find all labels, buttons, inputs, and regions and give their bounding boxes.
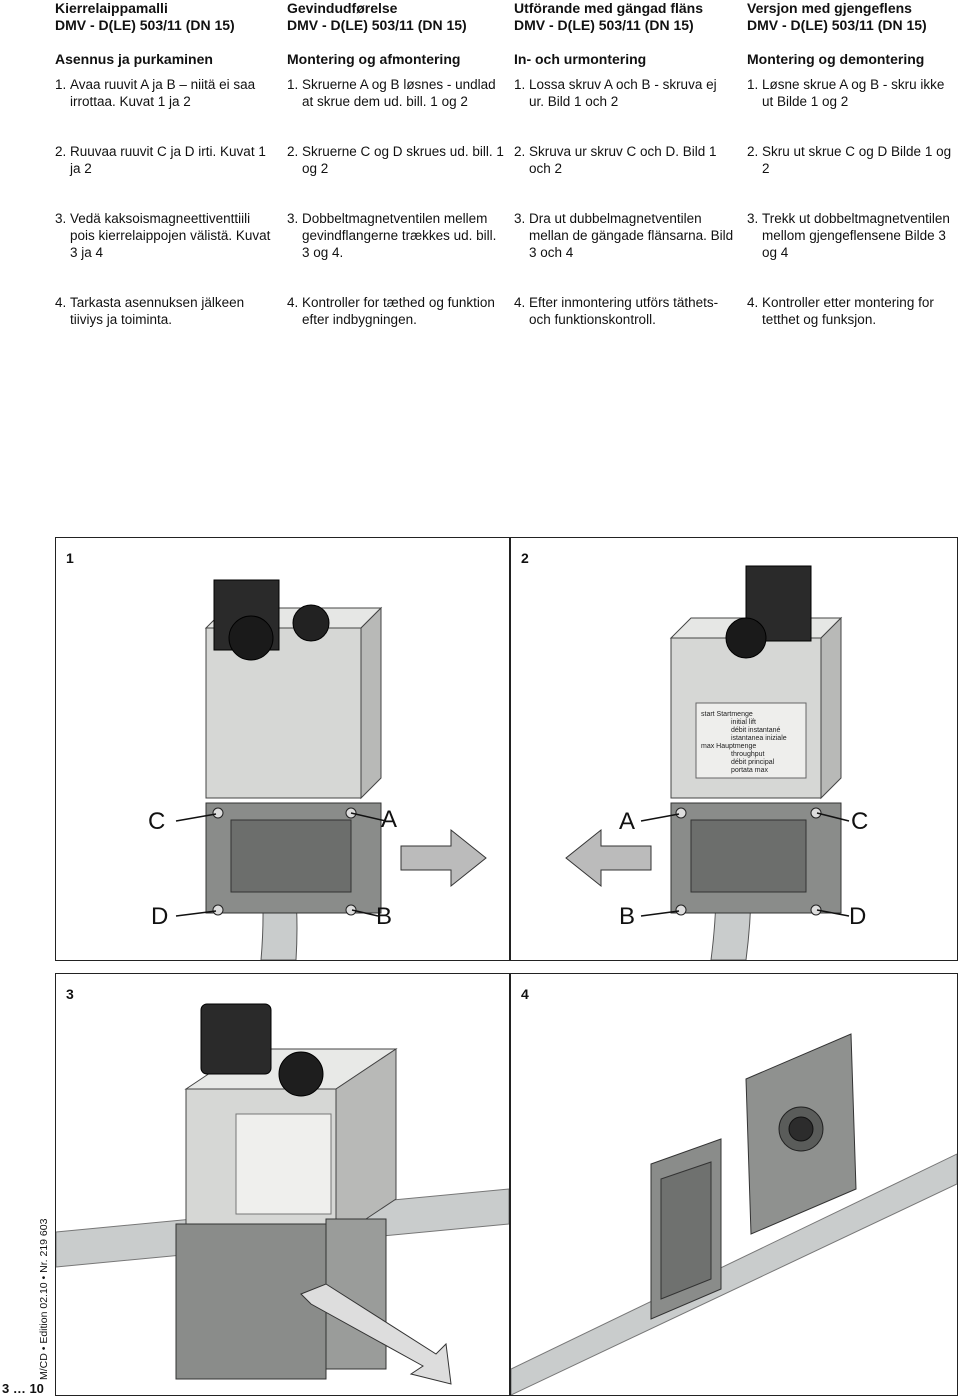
step-item — [287, 143, 507, 210]
label-c: C — [148, 808, 166, 835]
label-d: D — [151, 903, 169, 930]
step-item — [55, 294, 275, 334]
column-model: DMV - D(LE) 503/11 (DN 15) — [514, 17, 694, 33]
label-b: B — [619, 903, 636, 930]
flange-bore-inner — [789, 1117, 813, 1141]
step-item — [287, 294, 507, 334]
column-model: DMV - D(LE) 503/11 (DN 15) — [55, 17, 235, 33]
figure-number: 2 — [521, 550, 529, 566]
column-swedish — [514, 0, 734, 334]
flange-body — [691, 820, 806, 892]
step-text: Skruva ur skruv C och D. Bild 1 och 2 — [529, 144, 717, 176]
step-number: 2. — [55, 144, 67, 159]
figure-number: 1 — [66, 550, 74, 566]
label-plate-line: débit instantané — [731, 727, 781, 734]
valve-housing — [206, 628, 361, 798]
step-number: 4. — [514, 295, 526, 310]
step-text: Skruerne C og D skrues ud. bill. 1 og 2 — [302, 144, 504, 176]
label-c: C — [851, 808, 869, 835]
label-plate-line: max Hauptmenge — [701, 743, 757, 750]
label-plate-line: portata max — [731, 767, 768, 774]
adjustment-knob — [293, 605, 329, 641]
step-number: 1. — [55, 77, 67, 92]
step-text: Lossa skruv A och B - skruva ej ur. Bild 1 och 2 — [529, 77, 717, 109]
screw-d — [213, 905, 223, 915]
step-number: 3. — [514, 211, 526, 226]
label-plate-line: initial lift — [731, 719, 756, 726]
wiring-diagram-label — [236, 1114, 331, 1214]
step-text: Kontroller etter montering for tetthet og funksjon. — [762, 295, 934, 327]
column-subtitle: Montering og demontering — [747, 51, 925, 67]
step-number: 3. — [55, 211, 67, 226]
step-item — [514, 210, 734, 294]
step-text: Efter inmontering utförs täthets- och funktionskontroll. — [529, 295, 719, 327]
valve-photo-1 — [56, 538, 509, 960]
page-number: 3 … 10 — [2, 1381, 44, 1396]
pipe — [511, 1154, 957, 1395]
label-plate-line: start Startmenge — [701, 711, 753, 718]
label-a: A — [619, 808, 636, 835]
screw-b — [676, 905, 686, 915]
step-number: 4. — [287, 295, 299, 310]
figure-number: 4 — [521, 986, 529, 1002]
column-title: Utförande med gängad fläns — [514, 0, 704, 16]
adjustment-knob — [726, 618, 766, 658]
step-item — [747, 143, 957, 210]
step-text: Avaa ruuvit A ja B – niitä ei saa irrottaa. Kuvat 1 ja 2 — [70, 77, 256, 109]
housing-side — [361, 608, 381, 798]
column-title: Versjon med gjengeflens — [747, 0, 912, 16]
step-text: Trekk ut dobbeltmagnetventilen mellom gjengeflensene Bilde 3 og 4 — [762, 211, 950, 260]
step-list — [514, 76, 734, 334]
step-item — [747, 294, 957, 334]
label-plate-line: débit principal — [731, 759, 775, 766]
step-item — [287, 210, 507, 294]
threaded-flange — [176, 1224, 326, 1379]
column-finnish — [55, 0, 275, 334]
valve-photo-2 — [511, 538, 957, 960]
column-model: DMV - D(LE) 503/11 (DN 15) — [747, 17, 927, 33]
step-item — [514, 143, 734, 210]
flanges-photo-4 — [511, 974, 957, 1395]
step-text: Løsne skrue A og B - skru ikke ut Bilde 1 og 2 — [762, 77, 945, 109]
step-number: 3. — [287, 211, 299, 226]
step-item — [747, 76, 957, 143]
step-number: 1. — [514, 77, 526, 92]
column-title: Kierrelaippamalli — [55, 0, 168, 16]
label-plate-line: throughput — [731, 751, 765, 758]
step-item — [55, 76, 275, 143]
step-number: 1. — [747, 77, 759, 92]
column-subtitle: In- och urmontering — [514, 51, 647, 67]
step-text: Ruuvaa ruuvit C ja D irti. Kuvat 1 ja 2 — [70, 144, 266, 176]
figure-2-panel — [510, 537, 958, 961]
figure-3-panel — [55, 973, 510, 1396]
housing-side — [821, 618, 841, 798]
flange-left-face — [661, 1162, 711, 1299]
electrical-connector — [201, 1004, 271, 1074]
figure-number: 3 — [66, 986, 74, 1002]
step-number: 3. — [747, 211, 759, 226]
step-number: 4. — [55, 295, 67, 310]
column-norwegian — [747, 0, 957, 334]
column-model: DMV - D(LE) 503/11 (DN 15) — [287, 17, 467, 33]
adjustment-knob — [279, 1052, 323, 1096]
step-item — [747, 210, 957, 294]
valve-photo-3 — [56, 974, 509, 1395]
step-item — [55, 143, 275, 210]
step-list — [287, 76, 507, 334]
direction-arrow-left — [566, 830, 651, 886]
step-text: Skru ut skrue C og D Bilde 1 og 2 — [762, 144, 952, 176]
step-list — [747, 76, 957, 334]
step-text: Vedä kaksoismagneettiventtiili pois kierrelaippojen välistä. Kuvat 3 ja 4 — [70, 211, 271, 260]
step-number: 2. — [287, 144, 299, 159]
column-danish — [287, 0, 507, 334]
step-text: Skruerne A og B løsnes - undlad at skrue dem ud. bill. 1 og 2 — [302, 77, 496, 109]
step-item — [514, 76, 734, 143]
step-number: 1. — [287, 77, 299, 92]
step-item — [55, 210, 275, 294]
direction-arrow-right — [401, 830, 486, 886]
screw-a — [676, 808, 686, 818]
cable-gland — [229, 616, 273, 660]
screw-c — [213, 808, 223, 818]
figure-1-panel — [55, 537, 510, 961]
column-subtitle: Asennus ja purkaminen — [55, 51, 213, 67]
flange-body — [231, 820, 351, 892]
step-text: Tarkasta asennuksen jälkeen tiiviys ja toiminta. — [70, 295, 245, 327]
step-number: 2. — [514, 144, 526, 159]
step-text: Dobbeltmagnetventilen mellem gevindflangerne trækkes ud. bill. 3 og 4. — [302, 211, 497, 260]
column-subtitle: Montering og afmontering — [287, 51, 461, 67]
step-item — [287, 76, 507, 143]
label-d: D — [849, 903, 867, 930]
column-title: Gevindudførelse — [287, 0, 398, 16]
label-b: B — [376, 903, 393, 930]
footer-edition: M/CD • Edition 02.10 • Nr. 219 603 — [38, 1218, 50, 1380]
figure-4-panel — [510, 973, 958, 1396]
step-number: 4. — [747, 295, 759, 310]
step-text: Kontroller for tæthed og funktion efter indbygningen. — [302, 295, 495, 327]
label-plate-line: istantanea iniziale — [731, 735, 787, 742]
step-number: 2. — [747, 144, 759, 159]
step-text: Dra ut dubbelmagnetventilen mellan de gängade flänsarna. Bild 3 och 4 — [529, 211, 734, 260]
label-a: A — [381, 806, 398, 833]
step-list — [55, 76, 275, 334]
step-item — [514, 294, 734, 334]
